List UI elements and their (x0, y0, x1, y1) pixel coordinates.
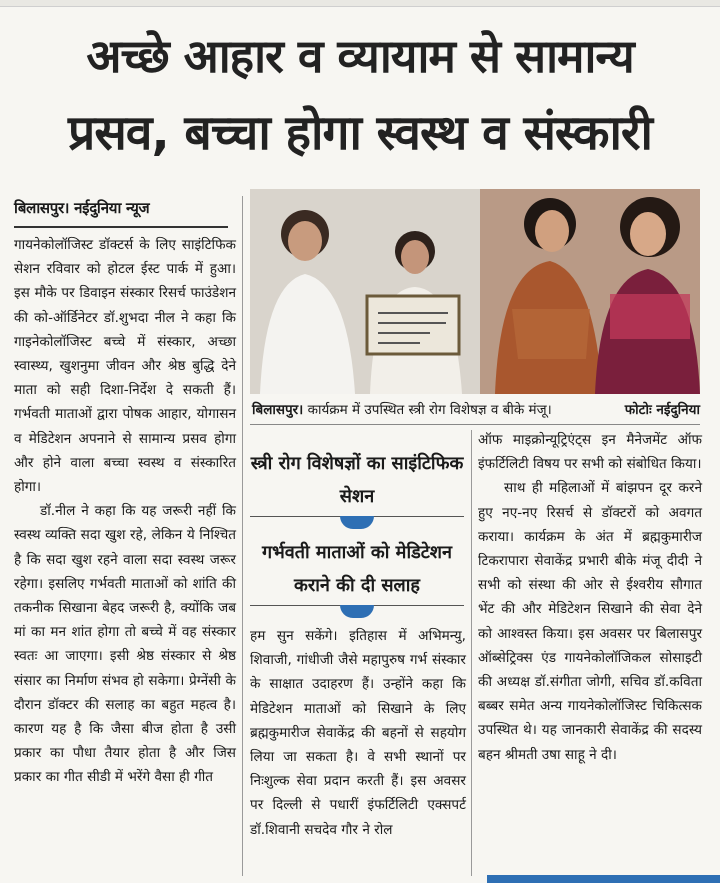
body-paragraph: डॉ.नील ने कहा कि यह जरूरी नहीं कि स्वस्थ व्यक्ति सदा खुश रहे, लेकिन ये निश्चित है कि सदा खुश रहने वाला सदा स्वस्थ जरूर रहेगा। इसलिए गर्भवती माताओं को शांति की तकनीक सिखाना बेहद जरूरी है, क्योंकि जब मां का मन शांत होगा तो बच्चे में वह संस्कार स्वतः आ जाएगा। इसी श्रेष्ठ संस्कार से श्रेष्ठ संसार का निर्माण संभव हो सकेगा। प्रेग्नेंसी के दौरान डॉक्टर की सलाह का बहुत महत्व है। कारण यह है कि जैसा बीज होता है उसी प्रकार का पौधा तैयार होता है और जिस प्रकार का गीत सीडी में भरेंगे वैसा ही गीत (14, 503, 236, 786)
body-paragraph: गायनेकोलॉजिस्ट डॉक्टर्स के लिए साइंटिफिक सेशन रविवार को होटल ईस्ट पार्क में हुआ। इस मौके पर डिवाइन संस्कार रिसर्च फाउंडेशन की को-ऑर्डिनेटर डॉ.शुभदा नील ने कहा कि गाइनेकोलॉजिस्ट बच्चे में संस्कार, अच्छा स्वास्थ्य, खुशनुमा जीवन और श्रेष्ठ बुद्धि देने माता को सही दिशा-निर्देश दे सकती हैं। गर्भवती माताओं द्वारा पोषक आहार, योगासन व मेडिटेशन अपनाने से सामान्य प्रसव होगा और होने वाला बच्चा स्वस्थ व संस्कारित होगा। (14, 237, 236, 496)
subhead-notch-icon (340, 516, 374, 529)
body-paragraph: साथ ही महिलाओं में बांझपन दूर करने हुए नए-नए रिसर्च से डॉक्टरों को अवगत कराया। कार्यक्रम के अंत में ब्रह्मकुमारीज टिकरापारा सेवाकेंद्र प्रभारी बीके मंजू दीदी ने सभी को संस्था की ओर से ईश्वरीय सौगात भेंट की और मेडिटेशन सिखाने की सेवा देने को आश्वस्त किया। इस अवसर पर बिलासपुर ऑब्सेट्रिक्स एंड गायनेकोलॉजिकल सोसाइटी की अध्यक्ष डॉ.संगीता जोगी, सचिव डॉ.कविता बब्बर समेत अन्य गायनेकोलॉजिस्ट चिकित्सक उपस्थित थे। यह जानकारी सेवाकेंद्र की सदस्य बहन श्रीमती उषा साहू ने दी। (478, 480, 702, 763)
subhead-meditation-advice: गर्भवती माताओं को मेडिटेशन कराने की दी सलाह (261, 542, 453, 596)
event-photo-illustration (250, 189, 700, 394)
article-column-1 (14, 233, 236, 790)
body-paragraph: हम सुन सकेंगे। इतिहास में अभिमन्यु, शिवाजी, गांधीजी जैसे महापुरुष गर्भ संस्कार के साक्षात उदाहरण हैं। उन्होंने कहा कि मेडिटेशन माताओं को सिखाने के लिए ब्रह्मकुमारीज सेवाकेंद्र की बहनों से सहयोग लिया जा सकता है। वे सभी स्थानों पर निःशुल्क सेवा प्रदान करती हैं। इस अवसर पर दिल्ली से पधारीं इंफर्टिलिटी एक्सपर्ट डॉ.शिवानी सचदेव गौर ने रोल (250, 628, 466, 838)
previous-article-strip (0, 0, 720, 7)
caption-rule (250, 424, 700, 425)
body-paragraph: ऑफ माइक्रोन्यूट्रिएंट्स इन मैनेजमेंट ऑफ इंफर्टिलिटी विषय पर सभी को संबोधित किया। (478, 432, 702, 473)
next-article-color-bar (487, 875, 720, 883)
column-divider (242, 196, 243, 876)
photo-caption (252, 400, 700, 420)
subhead-notch-icon (340, 605, 374, 618)
dateline: बिलासपुर। नईदुनिया न्यूज (14, 199, 150, 217)
article-column-2 (250, 624, 466, 842)
event-photo (250, 189, 700, 394)
caption-place: बिलासपुर। (252, 402, 304, 418)
photo-credit: फोटोः नईदुनिया (624, 402, 700, 418)
caption-text: कार्यक्रम में उपस्थित स्त्री रोग विशेषज्ञ व बीके मंजू। (303, 402, 552, 418)
dateline-rule (14, 226, 228, 228)
next-article-fragment (250, 876, 450, 883)
subhead-scientific-session: स्त्री रोग विशेषज्ञों का साइंटिफिक सेशन (250, 453, 464, 507)
column-divider (471, 430, 472, 876)
headline-line-1: अच्छे आहार व व्यायाम से सामान्य (86, 29, 634, 83)
article-column-3 (478, 428, 702, 767)
headline-line-2: प्रसव, बच्चा होगा स्वस्थ व संस्कारी (68, 105, 652, 161)
